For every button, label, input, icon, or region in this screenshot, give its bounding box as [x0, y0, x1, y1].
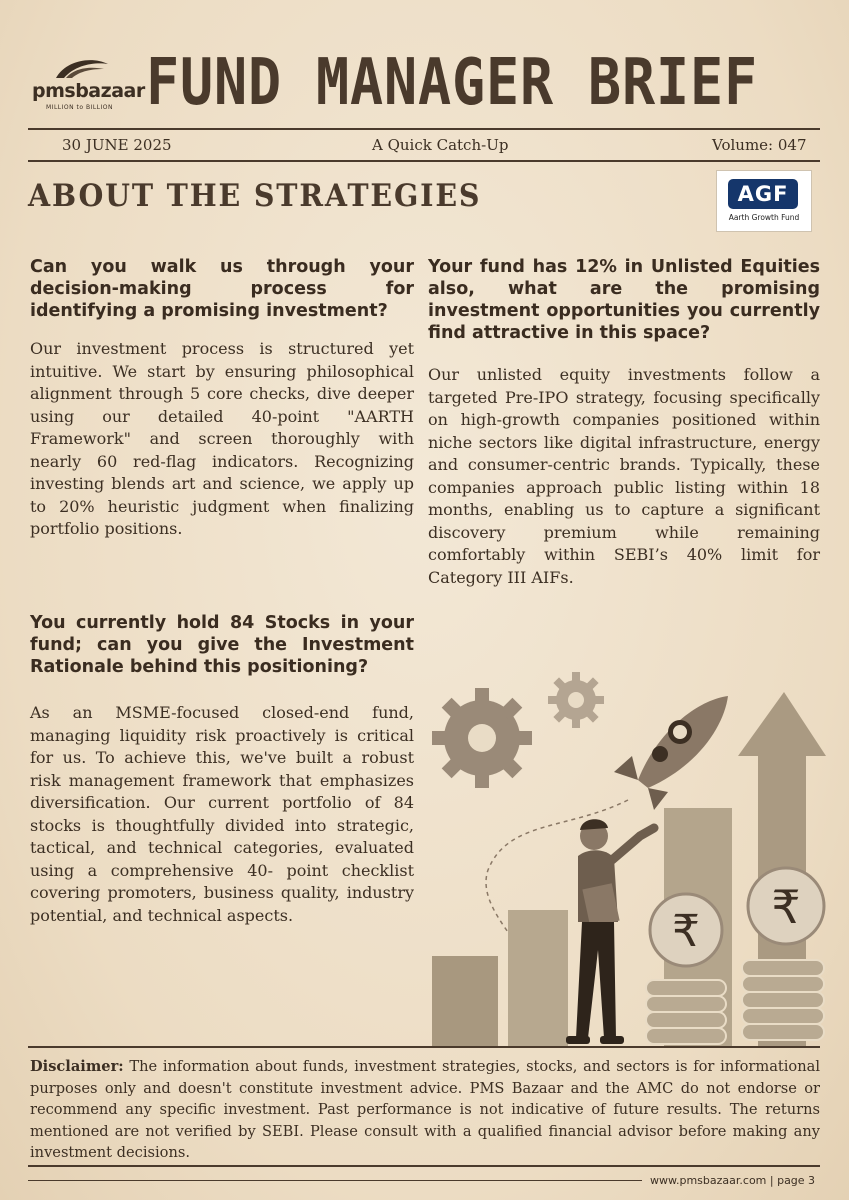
disclaimer-text: The information about funds, investment strategies, stocks, and sectors is for informational purposes only and doesn't constitute investment advice. PMS Bazaar and the AMC do not endorse or recommend any specific investment. Past performance is not indicative of future results. The returns mentioned are not verified by SEBI. Please consult with a qualified financial advisor before making any investment decisions. [30, 1058, 820, 1161]
answer-3: Our unlisted equity investments follow a targeted Pre-IPO strategy, focusing specifically on high-growth companies positioned within niche sectors like digital infrastructure, energy and consumer-centric brands. Typically, these companies approach public listing within 18 months, enabling us to capture a significant discovery premium while remaining comfortably within SEBI’s 40% limit for Category III AIFs. [428, 365, 820, 587]
footer-text: www.pmsbazaar.com | page 3 [650, 1174, 816, 1187]
question-3: Your fund has 12% in Unlisted Equities also, what are the promising investment opportunities you currently find attractive in this space? [428, 257, 820, 343]
svg-text:₹: ₹ [672, 906, 700, 957]
rocket-icon [614, 696, 728, 810]
fund-logo [716, 170, 812, 232]
large-gear-icon [432, 688, 532, 788]
issue-subtitle: A Quick Catch-Up [372, 136, 509, 154]
rupee-coin-icon [748, 868, 824, 944]
bar-1 [432, 956, 498, 1046]
disclaimer-label: Disclaimer: [30, 1058, 124, 1075]
svg-text:₹: ₹ [771, 880, 801, 934]
rupee-coin-icon [650, 894, 722, 966]
footer-rule [28, 1180, 642, 1181]
header-rule-top [28, 128, 820, 130]
pmsbazaar-logo [32, 52, 145, 122]
person-figure [566, 819, 654, 1044]
disclaimer-rule-bottom [28, 1165, 820, 1167]
logo-brand-text: pmsbazaar [32, 80, 145, 102]
logo-tagline: MILLION to BILLION [46, 104, 114, 111]
disclaimer-rule-top [28, 1046, 820, 1048]
issue-volume: Volume: 047 [712, 136, 807, 154]
small-gear-icon [548, 672, 604, 728]
masthead-title: FUND MANAGER BRIEF [146, 46, 758, 120]
logo-swoosh-icon [52, 56, 112, 82]
section-title: ABOUT THE STRATEGIES [28, 178, 482, 214]
header-rule-bottom [28, 160, 820, 162]
bar-2 [508, 910, 568, 1046]
fund-logo-mark: AGF [728, 179, 798, 209]
answer-2: As an MSME-focused closed-end fund, managing liquidity risk proactively is critical for us. To achieve this, we've built a robust risk management framework that emphasizes diversification. Our current portfolio of 84 stocks is thoughtfully divided into strategic, tactical, and technical categories, evaluated using a comprehensive 40- point checklist covering promoters, business quality, industry potential, and technical aspects. [30, 703, 414, 925]
question-2: You currently hold 84 Stocks in your fund; can you give the Investment Rationale behind this positioning? [30, 613, 414, 677]
growth-illustration [428, 660, 828, 1060]
question-1: Can you walk us through your decision-making process for identifying a promising investment? [30, 257, 414, 321]
fund-logo-name: Aarth Growth Fund [728, 213, 800, 222]
disclaimer [30, 1056, 820, 1164]
issue-date: 30 JUNE 2025 [62, 136, 172, 154]
answer-1: Our investment process is structured yet intuitive. We start by ensuring philosophical alignment through 5 core checks, dive deeper using our detailed 40-point "AARTH Framework" and screen thoroughly with nearly 60 red-flag indicators. Recognizing investing blends art and science, we apply up to 20% heuristic judgment when finalizing portfolio positions. [30, 339, 414, 538]
